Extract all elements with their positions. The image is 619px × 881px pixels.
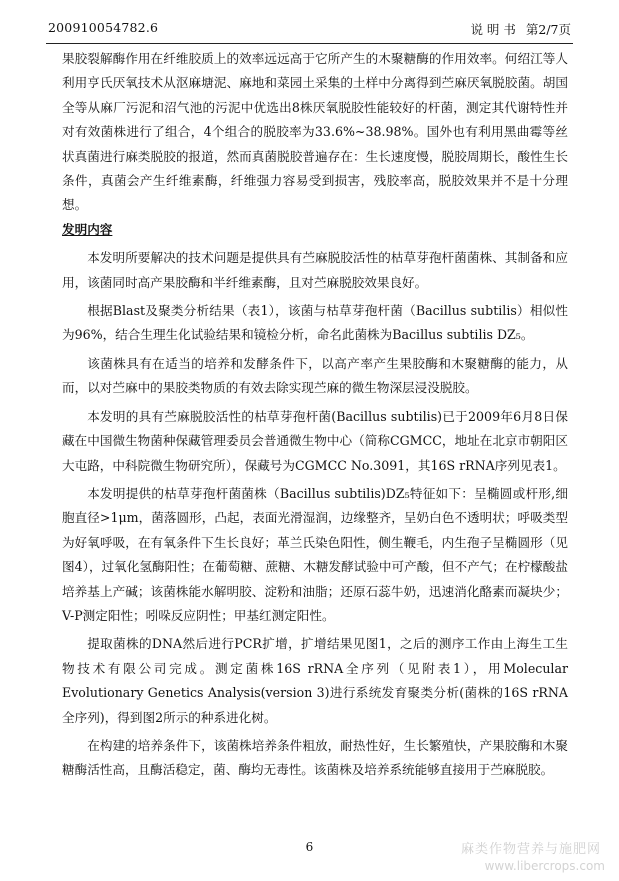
page-number: 6 — [305, 840, 314, 854]
header-rule — [46, 43, 573, 44]
document-type: 说 明 书 — [470, 22, 516, 37]
header-right — [464, 20, 571, 38]
document-number: 200910054782.6 — [48, 20, 159, 35]
paragraph: 本发明所要解决的技术问题是提供具有苎麻脱胶活性的枯草芽孢杆菌菌株、其制备和应用，该菌同时高产果胶酶和半纤维素酶，且对苎麻脱胶效果良好。 — [62, 250, 568, 290]
paragraph-continued: 果胶裂解酶作用在纤维胶质上的效率远远高于它所产生的木聚糖酶的作用效率。何绍江等人利用亨氏厌氧技术从沤麻塘泥、麻地和菜园土采集的土样中分离得到苎麻厌氧脱胶菌。胡国全等从麻厂污泥和沼气池的污泥中优选出8株厌氧脱胶性能较好的杆菌，测定其代谢特性并对有效菌株进行了组合，4个组合的脱胶率为33.6%~38.98%。国外也有利用黑曲霉等丝状真菌进行麻类脱胶的报道，然而真菌脱胶普遍存在：生长速度慢，脱胶周期长，酸性生长条件，真菌会产生纤维素酶，纤维强力容易受到损害，残胶率高，脱胶效果并不是十分理想。 — [62, 51, 568, 213]
watermark-text: 麻类作物营养与施肥网 — [460, 842, 601, 857]
paragraph: 根据Blast及聚类分析结果（表1），该菌与枯草芽孢杆菌（Bacillus subtilis）相似性为96%，结合生理生化试验结果和镜检分析，命名此菌株为Bacillus subtilis DZ₅。 — [62, 303, 568, 343]
watermark-url: www.libercrops.com — [484, 859, 605, 873]
paragraph: 该菌株具有在适当的培养和发酵条件下，以高产率产生果胶酶和木聚糖酶的能力，从而，以对苎麻中的果胶类物质的有效去除实现苎麻的微生物深层浸没脱胶。 — [62, 355, 568, 396]
page-label: 第2/7页 — [525, 22, 571, 37]
page-body — [62, 47, 568, 783]
paragraph: 本发明的具有苎麻脱胶活性的枯草芽孢杆菌(Bacillus subtilis)已于2009年6月8日保藏在中国微生物菌种保藏管理委员会普通微生物中心（简称CGMCC，地址在北京市朝阳区大屯路，中科院微生物研究所），保藏号为CGMCC No.3091，其16S rRNA序列见表1。 — [62, 408, 568, 473]
paragraph: 提取菌株的DNA然后进行PCR扩增，扩增结果见图1，之后的测序工作由上海生工生物技术有限公司完成。测定菌株16S rRNA全序列（见附表1），用Molecular Evolutionary Genetics Analysis(version 3)进行系统发育聚类分析(菌株的16S rRNA全序列)，得到图2所示的种系进化树。 — [62, 636, 568, 725]
paragraph: 本发明提供的枯草芽孢杆菌菌株（Bacillus subtilis)DZ₅特征如下：呈椭圆或杆形,细胞直径>1μm，菌落圆形，凸起，表面光滑湿润，边缘整齐，呈奶白色不透明状；呼吸类型为好氧呼吸，在有氧条件下生长良好；革兰氏染色阳性，侧生鞭毛，内生孢子呈椭圆形（见图4），过氧化氢酶阳性；在葡萄糖、蔗糖、木糖发酵试验中可产酸，但不产气；在柠檬酸盐培养基上产碱；该菌株能水解明胶、淀粉和油脂；还原石蕊牛奶，迅速消化酪素而凝块少；V-P测定阳性；吲哚反应阴性；甲基红测定阳性。 — [62, 485, 568, 623]
section-title: 发明内容 — [62, 221, 113, 237]
paragraph: 在构建的培养条件下，该菌株培养条件粗放，耐热性好，生长繁殖快，产果胶酶和木聚糖酶活性高，且酶活稳定，菌、酶均无毒性。该菌株及培养系统能够直接用于苎麻脱胶。 — [62, 737, 568, 778]
